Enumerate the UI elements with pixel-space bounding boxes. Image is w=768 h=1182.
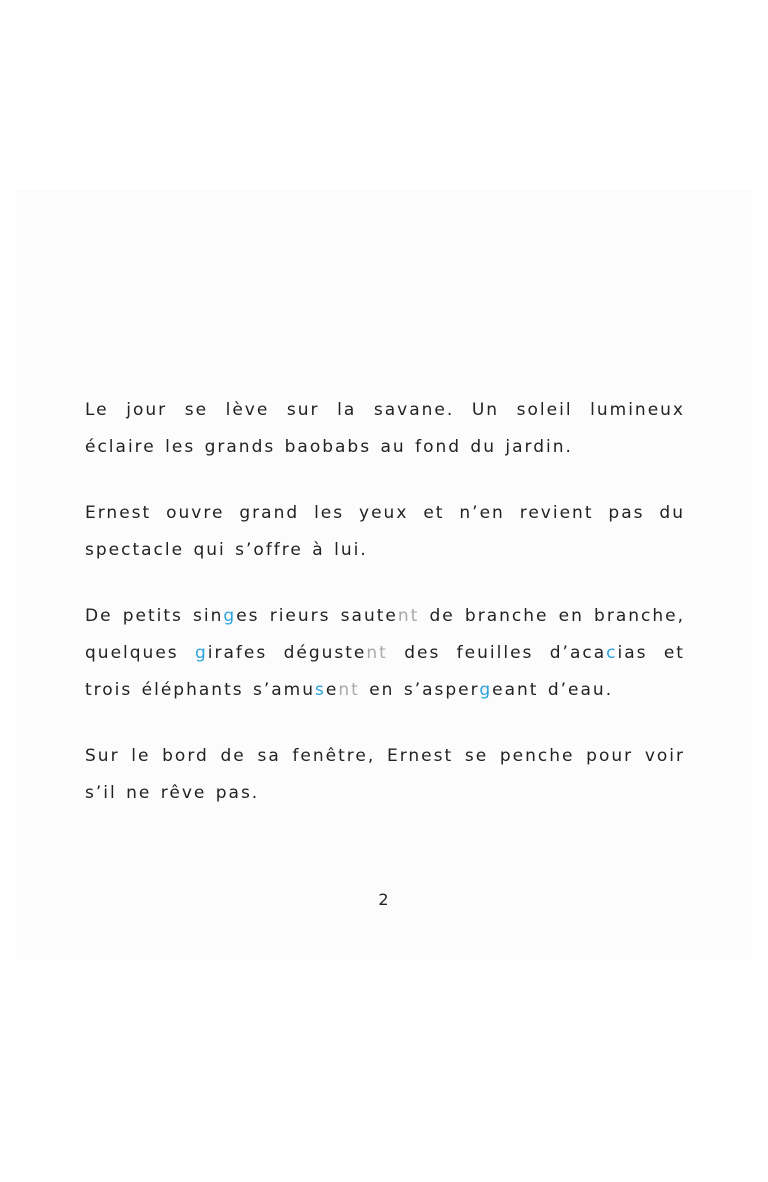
- text-run: es rieurs saute: [236, 606, 398, 626]
- highlighted-letters: g: [223, 606, 237, 626]
- highlighted-letters: nt: [397, 606, 420, 626]
- text-run: Le jour se lève sur la savane. Un soleil lumineux éclaire les grands baobabs au fond du jardin.: [85, 400, 685, 457]
- text-run: des feuilles d’aca: [387, 643, 607, 663]
- text-run: ias et trois éléphants s’amu: [85, 643, 685, 700]
- text-run: en s’asper: [359, 680, 480, 700]
- text-run: de branche en branche, quelques: [85, 606, 686, 663]
- page-number: 2: [378, 890, 390, 909]
- paragraph-4: [85, 738, 685, 812]
- highlighted-letters: nt: [366, 643, 388, 663]
- highlighted-letters: g: [195, 643, 208, 663]
- text-run: Ernest ouvre grand les yeux et n’en revient pas du spectacle qui s’offre à lui.: [85, 503, 685, 560]
- text-run: De petits sin: [85, 606, 224, 626]
- text-run: e: [325, 680, 339, 700]
- highlighted-letters: g: [479, 680, 493, 700]
- story-text: [85, 392, 685, 841]
- paragraph-1: [85, 392, 685, 466]
- highlighted-letters: s: [315, 680, 326, 700]
- text-run: eant d’eau.: [492, 680, 614, 700]
- highlighted-letters: nt: [338, 680, 360, 700]
- paragraph-3: [85, 598, 685, 709]
- highlighted-letters: c: [606, 643, 618, 663]
- text-run: Sur le bord de sa fenêtre, Ernest se penche pour voir s’il ne rêve pas.: [85, 746, 685, 803]
- text-run: irafes déguste: [207, 643, 367, 663]
- paragraph-2: [85, 495, 685, 569]
